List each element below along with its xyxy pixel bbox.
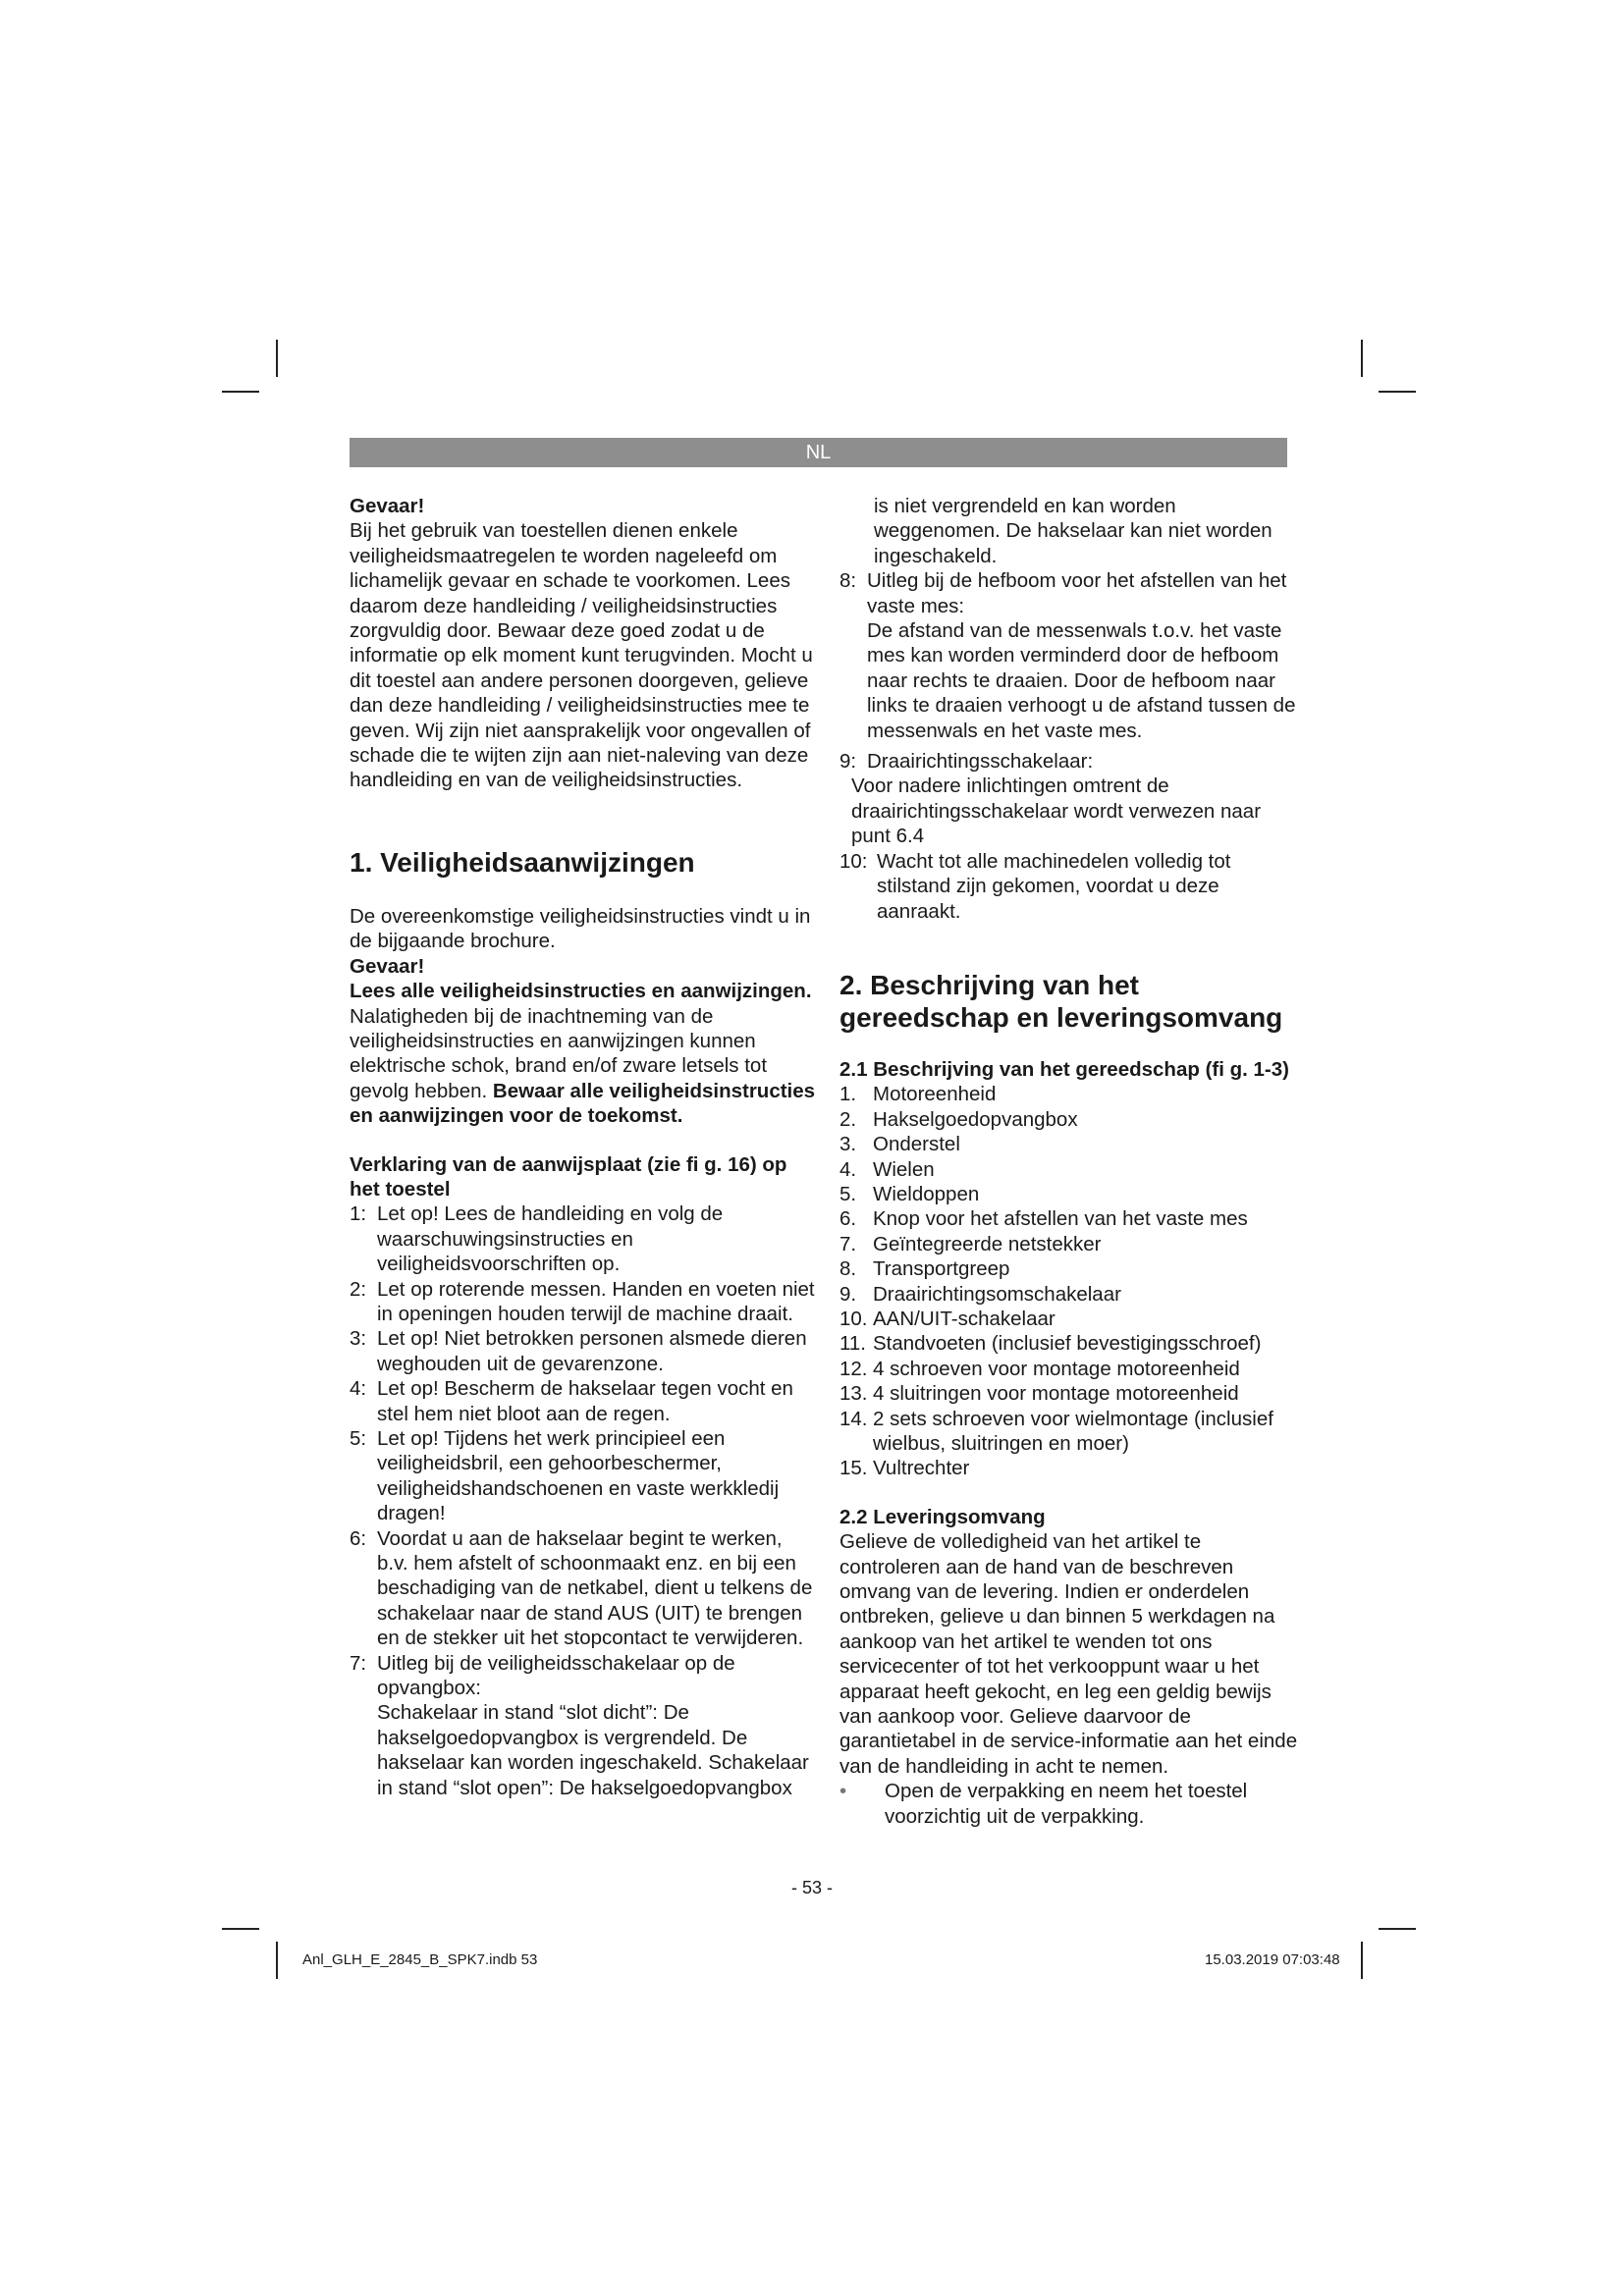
right-column <box>839 494 1299 1829</box>
plate-item <box>350 1426 816 1526</box>
section-2-2-title: 2.2 Leveringsomvang <box>839 1505 1046 1528</box>
part-label: Wieldoppen <box>873 1182 980 1205</box>
part-item <box>839 1282 1299 1307</box>
plate-item-number: 7: <box>350 1651 367 1675</box>
part-number: 9. <box>839 1282 857 1306</box>
item-8-number: 8: <box>839 569 857 593</box>
crop-mark-bottom-right-v <box>1361 1942 1363 1979</box>
part-label: Draairichtingsomschakelaar <box>873 1282 1121 1306</box>
section-1-title: 1. Veiligheidsaanwijzingen <box>350 846 695 878</box>
part-item <box>839 1357 1299 1381</box>
plate-item-number: 1: <box>350 1202 367 1226</box>
part-number: 7. <box>839 1232 857 1255</box>
warning-paragraph <box>350 979 816 1128</box>
plate-item-8 <box>839 568 1299 743</box>
plate-item-main-text: Uitleg bij de veiligheidsschakelaar op de opvangbox: <box>377 1651 735 1700</box>
plate-item-sub-text: Schakelaar in stand “slot dicht”: De hakselgoedopvangbox is vergrendeld. De hakselaar kan worden ingeschakeld. Schakelaar in stand “slot open”: De hakselgoedopvangbox <box>377 1701 809 1799</box>
part-item <box>839 1407 1299 1457</box>
part-number: 15. <box>839 1457 868 1480</box>
plate-item-number: 3: <box>350 1327 367 1351</box>
part-label: 2 sets schroeven voor wielmontage (inclusief wielbus, sluitringen en moer) <box>873 1407 1273 1455</box>
plate-item-main-text: Let op! Tijdens het werk principieel een veiligheidsbril, een gehoorbeschermer, veiligheidshandschoenen en vaste werkkledij dragen! <box>377 1427 780 1525</box>
plate-item-9 <box>839 749 1299 774</box>
plate-item-text <box>377 1326 816 1376</box>
item-9-number: 9: <box>839 750 857 774</box>
danger-heading-2: Gevaar! <box>350 954 425 978</box>
plate-items-list <box>350 1201 816 1800</box>
part-number: 10. <box>839 1307 868 1330</box>
plate-item-text <box>377 1201 816 1276</box>
plate-item-main-text: Let op roterende messen. Handen en voeten niet in openingen houden terwijl de machine draait. <box>377 1277 815 1325</box>
part-item <box>839 1307 1299 1331</box>
part-label: Standvoeten (inclusief bevestigingsschroef) <box>873 1332 1262 1356</box>
item-10-text: Wacht tot alle machinedelen volledig tot stilstand zijn gekomen, voordat u deze aanraakt. <box>877 849 1231 923</box>
part-number: 11. <box>839 1332 866 1356</box>
item-8-text <box>867 568 1299 743</box>
part-number: 13. <box>839 1382 868 1406</box>
part-label: 4 schroeven voor montage motoreenheid <box>873 1357 1240 1380</box>
part-item <box>839 1182 1299 1206</box>
crop-mark-top-right-h <box>1379 391 1416 393</box>
left-column <box>350 494 816 1800</box>
plate-item-number: 4: <box>350 1377 367 1401</box>
plate-item <box>350 1277 816 1327</box>
part-label: Hakselgoedopvangbox <box>873 1107 1078 1131</box>
item-9-text: Draairichtingsschakelaar: <box>867 750 1094 774</box>
part-label: Vultrechter <box>873 1457 970 1480</box>
crop-mark-top-left-h <box>222 391 259 393</box>
language-label: NL <box>805 442 832 463</box>
part-label: Wielen <box>873 1157 935 1181</box>
item-7-continuation: is niet vergrendeld en kan worden weggenomen. De hakselaar kan niet worden ingeschakeld. <box>874 495 1272 567</box>
part-item <box>839 1082 1299 1106</box>
part-item <box>839 1232 1299 1256</box>
part-label: Transportgreep <box>873 1257 1010 1281</box>
part-number: 4. <box>839 1157 857 1181</box>
part-number: 2. <box>839 1107 857 1131</box>
item-10-number: 10: <box>839 849 868 873</box>
part-number: 8. <box>839 1257 857 1281</box>
part-number: 12. <box>839 1357 868 1380</box>
danger-paragraph: Bij het gebruik van toestellen dienen enkele veiligheidsmaatregelen te worden nageleefd om lichamelijk gevaar en schade te voorkomen. Lees daarom deze handleiding / veiligheidsinstructies zorgvuldig door. Bewaar deze goed zodat u de informatie op elk moment kunt terugvinden. Mocht u dit toestel aan andere personen doorgeven, gelieve dan deze handleiding / veiligheidsinstructies mee te geven. Wij zijn niet aansprakelijk voor ongevallen of schade die te wijten zijn aan niet-naleving van deze handleiding en van de veiligheidsinstructies. <box>350 519 813 792</box>
part-item <box>839 1157 1299 1182</box>
print-timestamp: 15.03.2019 07:03:48 <box>1205 1951 1340 1968</box>
part-item <box>839 1132 1299 1156</box>
language-header-bar <box>350 438 1287 467</box>
section-2-title: 2. Beschrijving van het gereedschap en leveringsomvang <box>839 969 1283 1033</box>
warning-text: Nalatigheden bij de inachtneming van de veiligheidsinstructies en aanwijzingen kunnen elektrische schok, brand en/of zware letsels tot gevolg hebben. <box>350 1004 768 1102</box>
plate-item <box>350 1376 816 1426</box>
plate-item <box>350 1201 816 1276</box>
plate-item-text <box>377 1526 816 1651</box>
part-label: Motoreenheid <box>873 1083 997 1106</box>
bullet-dot-icon: • <box>839 1780 847 1803</box>
danger-heading: Gevaar! <box>350 495 425 517</box>
section-2-1-title: 2.1 Beschrijving van het gereedschap (fi g. 1-3) <box>839 1057 1289 1081</box>
part-item <box>839 1331 1299 1356</box>
plate-item-number: 6: <box>350 1526 367 1550</box>
part-label: Geïntegreerde netstekker <box>873 1232 1102 1255</box>
plate-item <box>350 1526 816 1651</box>
plate-explanation-title: Verklaring van de aanwijsplaat (zie fi g. 16) op het toestel <box>350 1152 787 1201</box>
part-number: 1. <box>839 1083 857 1106</box>
plate-item-10 <box>839 849 1299 924</box>
plate-item-text <box>377 1376 816 1426</box>
part-item <box>839 1456 1299 1480</box>
section-1-intro: De overeenkomstige veiligheidsinstructies vindt u in de bijgaande brochure. <box>350 904 811 953</box>
item-8-main: Uitleg bij de hefboom voor het afstellen van het vaste mes: <box>867 569 1287 617</box>
part-item <box>839 1107 1299 1132</box>
plate-item-main-text: Let op! Bescherm de hakselaar tegen vocht en stel hem niet bloot aan de regen. <box>377 1377 793 1425</box>
bullet-item <box>839 1779 1299 1829</box>
part-label: 4 sluitringen voor montage motoreenheid <box>873 1382 1239 1406</box>
plate-item-main-text: Let op! Lees de handleiding en volg de waarschuwingsinstructies en veiligheidsvoorschriften op. <box>377 1202 724 1276</box>
crop-mark-top-left-v <box>276 340 278 377</box>
crop-mark-bottom-right-h <box>1379 1928 1416 1930</box>
plate-item-text <box>377 1277 816 1327</box>
part-label: Onderstel <box>873 1133 960 1156</box>
plate-item-main-text: Voordat u aan de hakselaar begint te werken, b.v. hem afstelt of schoonmaakt enz. en bij een beschadiging van de netkabel, dient u telkens de schakelaar naar de stand AUS (UIT) te brengen en de stekker uit het stopcontact te verwijderen. <box>377 1526 813 1650</box>
part-item <box>839 1256 1299 1281</box>
part-label: AAN/UIT-schakelaar <box>873 1307 1056 1330</box>
plate-item <box>350 1651 816 1800</box>
plate-item-main-text: Let op! Niet betrokken personen alsmede dieren weghouden uit de gevarenzone. <box>377 1327 807 1375</box>
part-number: 14. <box>839 1407 868 1430</box>
crop-mark-bottom-left-v <box>276 1942 278 1979</box>
parts-list <box>839 1082 1299 1481</box>
item-9-sub: Voor nadere inlichtingen omtrent de draairichtingsschakelaar wordt verwezen naar punt 6.4 <box>851 774 1262 848</box>
file-name: Anl_GLH_E_2845_B_SPK7.indb 53 <box>302 1951 538 1968</box>
section-2-2-text: Gelieve de volledigheid van het artikel te controleren aan de hand van de beschreven omvang van de levering. Indien er onderdelen ontbreken, gelieve u dan binnen 5 werkdagen na aankoop van het artikel te wenden tot ons servicecenter of tot het verkooppunt waar u het apparaat heeft gekocht, en leg een geldig bewijs van aankoop voor. Gelieve daarvoor de garantietabel in de service-informatie aan het einde van de handleiding in acht te nemen. <box>839 1530 1298 1778</box>
part-number: 6. <box>839 1207 857 1231</box>
part-number: 5. <box>839 1182 857 1205</box>
page-number: - 53 - <box>790 1878 833 1897</box>
warning-bold-1: Lees alle veiligheidsinstructies en aanwijzingen. <box>350 980 812 1003</box>
crop-mark-bottom-left-h <box>222 1928 259 1930</box>
plate-item <box>350 1326 816 1376</box>
part-item <box>839 1381 1299 1406</box>
crop-mark-top-right-v <box>1361 340 1363 377</box>
warning-bold-2: Bewaar alle veiligheidsinstructies en aanwijzingen voor de toekomst. <box>350 1079 816 1128</box>
plate-item-number: 5: <box>350 1427 367 1450</box>
part-item <box>839 1206 1299 1231</box>
part-number: 3. <box>839 1133 857 1156</box>
plate-item-text <box>377 1426 816 1526</box>
part-label: Knop voor het afstellen van het vaste mes <box>873 1207 1248 1231</box>
plate-item-text <box>377 1651 816 1800</box>
plate-item-number: 2: <box>350 1277 367 1301</box>
item-8-sub: De afstand van de messenwals t.o.v. het vaste mes kan worden verminderd door de hefboom naar rechts te draaien. Door de hefboom naar links te draaien verhoogt u de afstand tussen de messenwals en het vaste mes. <box>867 619 1296 742</box>
bullet-text: Open de verpakking en neem het toestel voorzichtig uit de verpakking. <box>885 1780 1248 1828</box>
